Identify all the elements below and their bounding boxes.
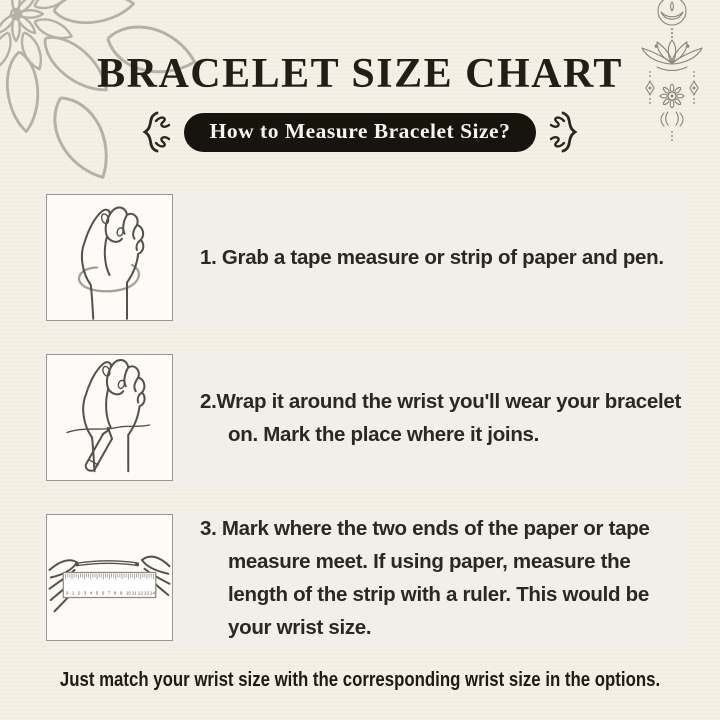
step-row-3 xyxy=(43,511,689,644)
footer-note: Just match your wrist size with the corresponding wrist size in the options. xyxy=(59,669,661,692)
step-text-1: 1. Grab a tape measure or strip of paper and pen. xyxy=(200,246,664,270)
step3-illustration-frame xyxy=(46,514,173,641)
svg-text:3: 3 xyxy=(83,591,87,597)
svg-text:10: 10 xyxy=(125,591,132,597)
step2-illustration-frame xyxy=(46,354,173,481)
svg-text:1: 1 xyxy=(71,591,75,597)
flourish-left-icon xyxy=(137,109,171,155)
svg-text:5: 5 xyxy=(95,591,99,597)
svg-text:4: 4 xyxy=(89,591,93,597)
step-row-2 xyxy=(43,351,689,484)
steps-list xyxy=(43,191,689,644)
svg-text:8: 8 xyxy=(113,591,117,597)
hands-ruler-strip-icon xyxy=(47,515,172,640)
page-title: BRACELET SIZE CHART xyxy=(97,51,623,97)
svg-text:6: 6 xyxy=(101,591,105,597)
fist-pen-marking-icon xyxy=(47,355,172,480)
svg-text:13: 13 xyxy=(143,591,150,597)
badge-row xyxy=(0,109,720,155)
svg-text:9: 9 xyxy=(119,591,123,597)
svg-text:11: 11 xyxy=(131,591,137,597)
step-row-1 xyxy=(43,191,689,324)
svg-text:0: 0 xyxy=(65,591,69,597)
step-text-3: 3. Mark where the two ends of the paper or tape measure meet. If using paper, measure the length of the strip with a ruler. This would be your wrist size. xyxy=(200,516,650,639)
svg-text:12: 12 xyxy=(137,591,144,597)
svg-text:7: 7 xyxy=(107,591,111,597)
svg-text:14: 14 xyxy=(149,591,156,597)
svg-text:2: 2 xyxy=(77,591,81,597)
subtitle-badge: How to Measure Bracelet Size? xyxy=(184,113,537,152)
fist-with-tape-loop-icon xyxy=(47,195,172,320)
flourish-right-icon xyxy=(549,109,583,155)
step1-illustration-frame xyxy=(46,194,173,321)
step-text-2: 2.Wrap it around the wrist you'll wear your bracelet on. Mark the place where it joins. xyxy=(200,389,682,446)
